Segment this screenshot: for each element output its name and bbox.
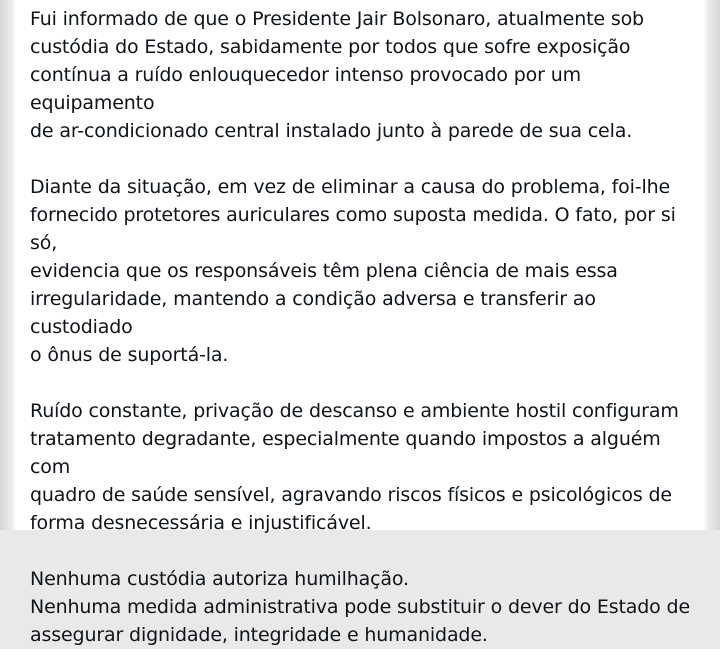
post-text <box>30 5 702 649</box>
post-paragraph-1: Fui informado de que o Presidente Jair Bolsonaro, atualmente sob custódia do Estado, sabidamente por todos que sofre exposição contínua a ruído enlouquecedor intenso provocado por um equipamento de ar-condicionado central instalado junto à parede de sua cela. <box>30 8 644 142</box>
post-paragraph-2: Diante da situação, em vez de eliminar a causa do problema, foi-lhe fornecido protetores auriculares como suposta medida. O fato, por si só, evidencia que os responsáveis têm plena ciência de mais essa irregularidade, mantendo a condição adversa e transferir ao custodiado o ônus de suportá-la. <box>30 176 676 366</box>
post-paragraph-3: Ruído constante, privação de descanso e ambiente hostil configuram tratamento degradante, especialmente quando impostos a alguém com quadro de saúde sensível, agravando riscos físicos e psicológicos de forma desnecessária e injustificável. <box>30 400 679 534</box>
post-paragraph-4: Nenhuma custódia autoriza humilhação. Nenhuma medida administrativa pode substituir o dever do Estado de assegurar dignidade, integridade e humanidade. <box>30 568 690 646</box>
